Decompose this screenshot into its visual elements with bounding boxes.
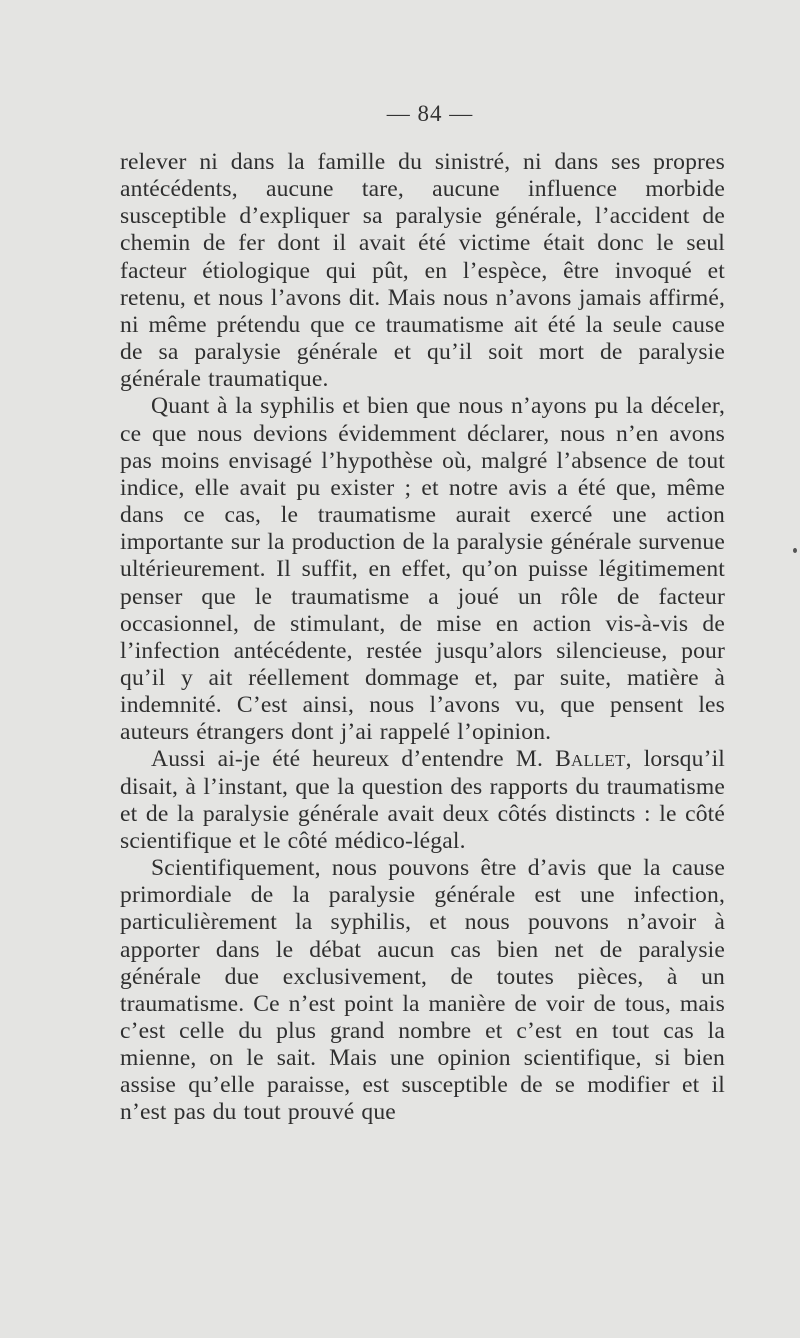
paragraph-3-lead: Aussi ai-je été heureux d’entendre M.: [151, 746, 556, 773]
paper-speck: [793, 548, 797, 553]
paragraph-1: relever ni dans la famille du sinistré, ni dans ses propres antécédents, aucune tare, aucune influence morbide susceptible d’expliquer sa paralysie générale, l’accident de chemin de fer dont il avait été victime était donc le seul facteur étiologique qui pût, en l’espèce, être invoqué et retenu, et nous l’avons dit. Mais nous n’avons jamais affirmé, ni même prétendu que ce traumatisme ait été la seule cause de sa paralysie générale et qu’il soit mort de paralysie générale traumatique.: [120, 149, 725, 393]
paragraph-3: [120, 746, 725, 855]
author-name-ballet: Ballet: [555, 746, 626, 773]
paragraph-2: Quant à la syphilis et bien que nous n’ayons pu la déceler, ce que nous devions évidemment déclarer, nous n’en avons pas moins envisagé l’hypothèse où, malgré l’absence de tout indice, elle avait pu exister ; et notre avis a été que, même dans ce cas, le traumatisme aurait exercé une action importante sur la production de la paralysie générale survenue ultérieurement. Il suffit, en effet, qu’on puisse légitimement penser que le traumatisme a joué un rôle de facteur occasionnel, de stimulant, de mise en action vis-à-vis de l’infection antécédente, restée jusqu’alors silencieuse, pour qu’il y ait réellement dommage et, par suite, matière à indemnité. C’est ainsi, nous l’avons vu, que pensent les auteurs étrangers dont j’ai rappelé l’opinion.: [120, 393, 725, 746]
body-text: [120, 149, 725, 1127]
paragraph-4: Scientifiquement, nous pouvons être d’avis que la cause primordiale de la paralysie générale est une infection, particulièrement la syphilis, et nous pouvons n’avoir à apporter dans le débat aucun cas bien net de paralysie générale due exclusivement, de toutes pièces, à un traumatisme. Ce n’est point la manière de voir de tous, mais c’est celle du plus grand nombre et c’est en tout cas la mienne, on le sait. Mais une opinion scientifique, si bien assise qu’elle paraisse, est susceptible de se modifier et il n’est pas du tout prouvé que: [120, 855, 725, 1126]
paragraph-3-rest: , lorsqu’il disait, à l’instant, que la question des rapports du traumatisme et de la paralysie générale avait deux côtés distincts : le côté scientifique et le côté médico-légal.: [120, 746, 725, 854]
page-number: — 84 —: [386, 101, 474, 126]
